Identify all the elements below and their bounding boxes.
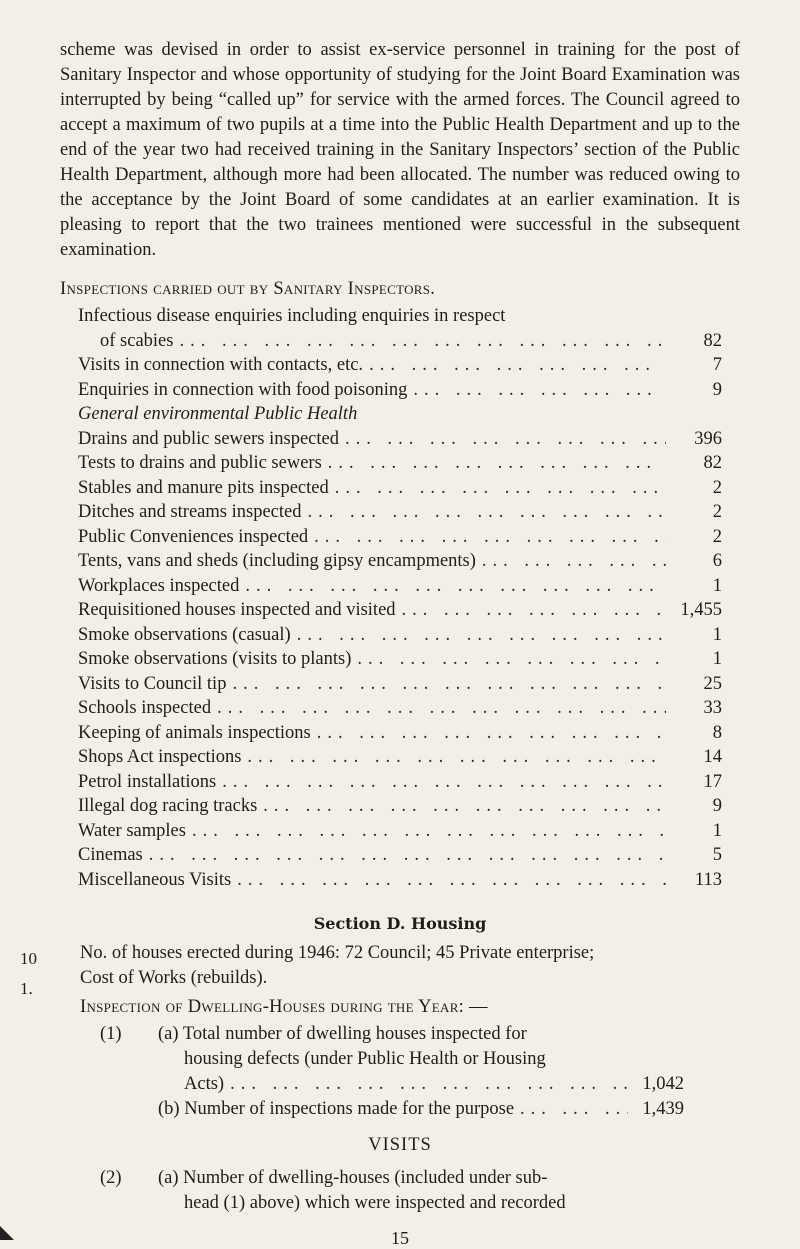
leader-dots xyxy=(345,427,666,452)
inspection-row xyxy=(78,525,722,550)
inspection-row xyxy=(78,353,722,378)
inspections-list xyxy=(78,304,722,892)
cost-of-works-line: Cost of Works (rebuilds). xyxy=(80,968,268,988)
leader-dots xyxy=(357,647,666,672)
inspection-value: 1 xyxy=(712,575,722,596)
document-page xyxy=(20,38,740,1249)
inspection-row xyxy=(78,868,722,893)
inspection-value: 82 xyxy=(703,453,722,473)
item-1a-value: 1,042 xyxy=(642,1074,684,1094)
inspection-label: Smoke observations (casual) xyxy=(78,624,291,645)
inspection-value: 25 xyxy=(703,673,722,694)
leader-dots xyxy=(263,794,666,819)
leader-dots xyxy=(314,525,666,550)
inspection-label: Requisitioned houses inspected and visited xyxy=(78,600,396,620)
inspection-row xyxy=(78,378,722,403)
inspection-row xyxy=(78,574,722,599)
inspection-value: 1 xyxy=(712,649,722,669)
inspection-row xyxy=(78,500,722,525)
inspection-row xyxy=(78,672,722,697)
inspection-row xyxy=(78,476,722,501)
inspection-value: 9 xyxy=(712,796,722,816)
inspection-row xyxy=(78,794,722,819)
section-d-title: Section D. Housing xyxy=(313,914,487,933)
inspection-label: Illegal dog racing tracks xyxy=(78,796,258,816)
leader-dots xyxy=(245,574,666,599)
leader-dots xyxy=(369,353,666,378)
inspection-value: 2 xyxy=(712,526,722,547)
inspection-label: Drains and public sewers inspected xyxy=(78,428,339,449)
inspection-value: 9 xyxy=(712,379,722,400)
item-1b-row xyxy=(60,1097,684,1122)
inspection-row xyxy=(78,721,722,746)
page-number: 15 xyxy=(391,1228,409,1248)
inspection-row xyxy=(78,745,722,770)
corner-mark xyxy=(0,1226,14,1240)
housing-block xyxy=(20,941,740,1249)
item-2a-line2: head (1) above) which were inspected and recorded xyxy=(184,1193,566,1213)
inspection-label: Cinemas xyxy=(78,845,143,865)
housing-items xyxy=(60,1022,684,1121)
inspection-value: 1,455 xyxy=(680,600,722,620)
inspection-value: 2 xyxy=(712,477,722,498)
inspection-row xyxy=(78,819,722,844)
item-1b-text: (b) Number of inspections made for the purpose xyxy=(158,1098,515,1119)
inspection-row xyxy=(78,647,722,672)
inspection-value: 1 xyxy=(712,624,722,645)
inspection-row xyxy=(78,770,722,795)
leader-dots xyxy=(192,819,666,844)
inspection-label: Visits in connection with contacts, etc. xyxy=(78,355,364,375)
inspection-value: 6 xyxy=(712,551,722,571)
leader-dots xyxy=(335,476,666,501)
inspection-row xyxy=(78,623,722,648)
inspection-value: 14 xyxy=(703,747,722,767)
inspection-label: Smoke observations (visits to plants) xyxy=(78,649,352,669)
inspection-row xyxy=(78,696,722,721)
inspection-row xyxy=(78,598,722,623)
item-1a xyxy=(60,1022,684,1072)
item-2a-text xyxy=(158,1166,684,1216)
inspection-value: 33 xyxy=(703,698,722,718)
inspection-label: Keeping of animals inspections xyxy=(78,722,311,743)
inspection-dwelling-heading: Inspection of Dwelling-Houses during the Year: — xyxy=(80,997,488,1017)
inspection-label: Tents, vans and sheds (including gipsy encampments) xyxy=(78,551,476,571)
leader-dots xyxy=(402,598,666,623)
item-1a-value-row xyxy=(60,1072,684,1097)
inspection-label: Water samples xyxy=(78,820,186,841)
inspection-label: Miscellaneous Visits xyxy=(78,869,232,890)
inspection-value: 17 xyxy=(703,771,722,792)
inspection-label: Shops Act inspections xyxy=(78,747,242,767)
intro-paragraph: scheme was devised in order to assist ex-service personnel in training for the post of Sanitary Inspector and whose opportunity of studying for the Joint Board Examination was interrupted by being “called up” for service with the armed forces. The Council agreed to accept a maximum of two pupils at a time into the Public Health Department and up to the end of the year two had received training in the Sanitary Inspectors’ section of the Public Health Department, although more had been allocated. The number was reduced owing to the acceptance by the Joint Board of some candidates at an earlier examination. It is pleasing to report that the two trainees mentioned were successful in the subsequent examination. xyxy=(60,40,740,260)
item-1a-line3: Acts) xyxy=(184,1074,225,1094)
inspection-row xyxy=(78,427,722,452)
leader-dots xyxy=(413,378,666,403)
inspection-value: 82 xyxy=(703,330,722,351)
inspection-label: Petrol installations xyxy=(78,771,217,792)
inspection-label: Ditches and streams inspected xyxy=(78,502,302,522)
leader-dots xyxy=(297,623,666,648)
inspection-label: Public Conveniences inspected xyxy=(78,526,309,547)
leader-dots xyxy=(237,868,666,893)
inspection-value: 396 xyxy=(694,428,722,449)
leader-dots xyxy=(328,451,666,476)
inspection-row xyxy=(78,843,722,868)
leader-dots xyxy=(232,672,666,697)
leader-dots xyxy=(247,745,666,770)
leader-dots xyxy=(317,721,666,746)
inspection-label: of scabies xyxy=(100,330,174,351)
general-environmental-heading: General environmental Public Health xyxy=(78,404,358,424)
item-1a-line1: (a) Total number of dwelling houses inspected for xyxy=(158,1024,527,1044)
item-2a xyxy=(60,1166,684,1216)
item-1-number: (1) xyxy=(100,1024,122,1044)
leader-dots xyxy=(149,843,666,868)
visits-heading: VISITS xyxy=(368,1135,432,1155)
inspection-label-first: Infectious disease enquiries including enquiries in respect xyxy=(78,306,506,326)
item-2-number: (2) xyxy=(100,1168,122,1188)
leader-dots xyxy=(179,329,666,354)
inspection-value: 2 xyxy=(712,502,722,522)
inspection-row xyxy=(78,451,722,476)
inspection-label: Stables and manure pits inspected xyxy=(78,477,329,498)
inspection-value: 1 xyxy=(712,820,722,841)
leader-dots xyxy=(520,1097,628,1122)
inspection-value: 113 xyxy=(694,869,722,890)
inspection-value: 7 xyxy=(712,355,722,375)
leader-dots xyxy=(482,549,666,574)
item-1b-value: 1,439 xyxy=(642,1098,684,1119)
inspection-row-first xyxy=(78,329,722,354)
houses-erected-line: No. of houses erected during 1946: 72 Council; 45 Private enterprise; xyxy=(80,943,595,963)
leader-dots xyxy=(222,770,666,795)
inspection-label: Enquiries in connection with food poisoning xyxy=(78,379,408,400)
inspection-label: Schools inspected xyxy=(78,698,212,718)
item-2a-line1: (a) Number of dwelling-houses (included under sub- xyxy=(158,1168,548,1188)
margin-note-1: 1. xyxy=(20,979,33,998)
margin-note-10: 10 xyxy=(20,949,37,968)
inspection-value: 8 xyxy=(712,722,722,743)
leader-dots xyxy=(230,1072,628,1097)
inspection-label: Visits to Council tip xyxy=(78,673,227,694)
inspection-row xyxy=(78,549,722,574)
inspections-heading: Inspections carried out by Sanitary Inspectors. xyxy=(60,279,436,299)
inspection-label: Workplaces inspected xyxy=(78,575,240,596)
item-1a-line2: housing defects (under Public Health or Housing xyxy=(184,1049,546,1069)
leader-dots xyxy=(307,500,666,525)
inspection-value: 5 xyxy=(712,845,722,865)
leader-dots xyxy=(217,696,666,721)
item-1a-text xyxy=(158,1022,684,1072)
inspection-label: Tests to drains and public sewers xyxy=(78,453,322,473)
